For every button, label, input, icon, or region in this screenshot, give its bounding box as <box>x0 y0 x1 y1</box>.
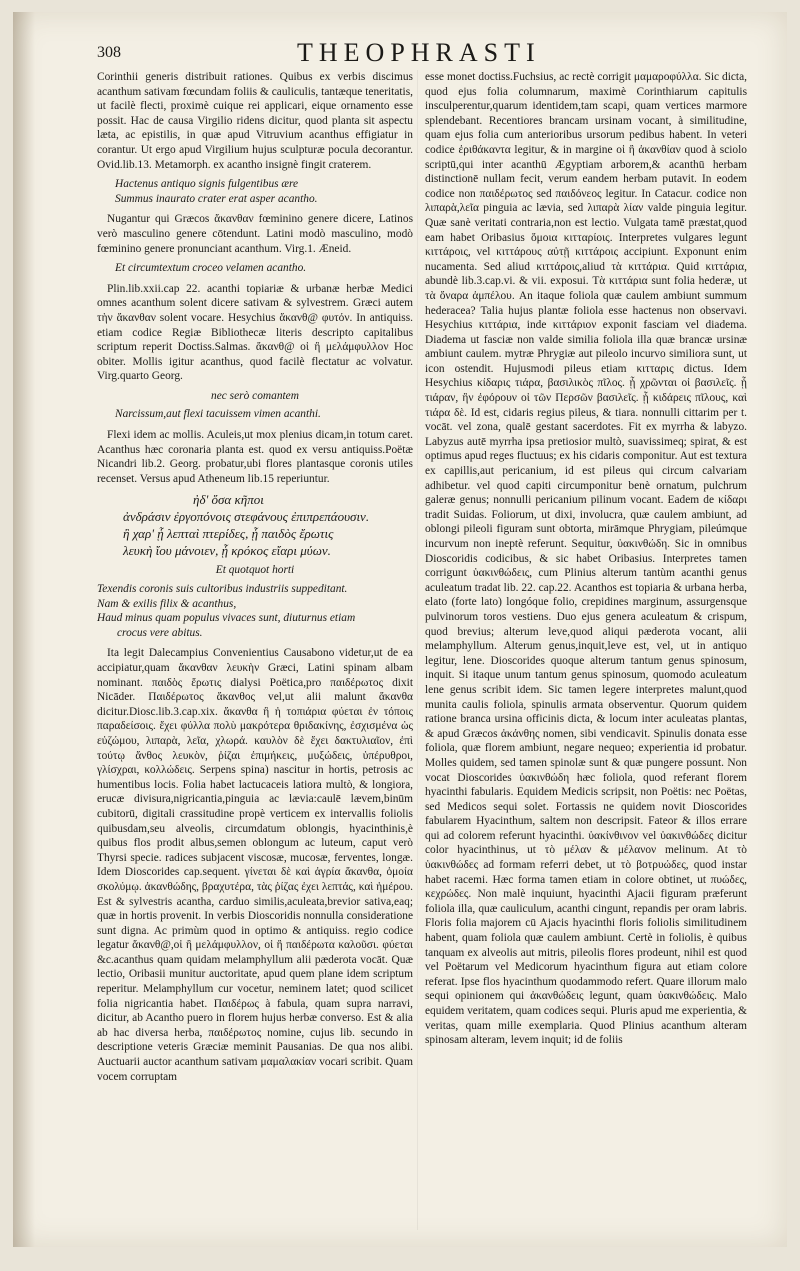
verse-line: crocus vere abitus. <box>117 626 203 639</box>
verse-line: Haud minus quam populus vivaces sunt, diuturnus etiam <box>97 612 356 625</box>
greek-verse-nicander <box>123 491 413 559</box>
greek-line: ἀνδράσιν ἐργοπόνοις στεφάνους ἐπιπρεπάουσιν. <box>123 509 370 525</box>
verse-line: Hactenus antiquo signis fulgentibus ære <box>115 178 299 191</box>
running-title: THEOPHRASTI <box>297 38 541 67</box>
column-gutter <box>417 70 418 1230</box>
book-page <box>13 12 787 1247</box>
right-paragraph-1: esse monet doctiss.Fuchsius, ac rectè corrigit μαμαροφύλλα. Sic dicta, quod ejus folia columnarum, maximè Corinthiarum capitulis insculperentur,quarum identidem,tam scapi, quam vertices marmore splendebant. Recentiores brancam ursinam vocant, à similitudine, quam ejus folia cum anterioribus ursorum pedibus habent. In veteri codice ἐριθάκαντα legitur, & in margine οἱ ἢ ἀκανθίαν quod à sciolo scriptū,qui inter acanthū Ægyptiam arborem,& acanthū herbam distinctionē nullam fecit, verum eandem herbam putavit. In eodem codice non παιδέρωτος sed παιδόνεος legitur. In Catacur. codice non λιπαρὰ,λεῖα pinguia ac lævia, sed λιπαρὰ λίαν valde pinguia legitur. Quæ sanè veritati contraria,non est lectio. Vulgata tamē præstat,quod eam habet Oribasius ὅμοια κιτταρίοις. Interpretes vulgares legunt κιττάροις, vel κιττάρους αὐτῇ κιττάροις accipiunt. Exponunt enim nucamenta. Sed aliud κιττάροις,aliud τὰ κιττάρια. Quid κιττάρια, abundè lib.3.cap.vi. & vii. exposui. Τὰ κιττάρια sunt folia hederæ, ut τὰ ὄναρα ἀμπέλου. An itaque foliola quæ caulem ambiunt summum hederacea? Talia hujus plantæ foliola esse hactenus non observavi. Hesychius κιττάρια, inde κιττάριον exponit fasciam vel diadema. Diadema ut fasciæ non valde similia foliola illa quæ brancæ ursinæ ambiunt caulem. mytræ Phrygiæ aut pileolo incurvo similiora sunt, ut icon ostendit. Hujusmodi pileus etiam κιτταρις dictus. Idem Hesychius κίδαρις τιάρα, βασιλικὸς πῖλος. ᾗ χρῶνται οἱ βασιλεῖς. ᾗ τιάραν, ἣν ἐφόρουν οἱ τῶν Περσῶν βασιλεῖς. ᾗ κιδάρεις πῖλους, καὶ τιάρα δὲ. Id est, cidaris regius pileus, & tiara. nonnulli cittarim per t. vocāt. vel zona, qualē gestant sacerdotes. Fit ex myrrha & labyzo. Labyzus autē myrrha ipsa pretiosior multò, suavissimeq; spirat, & est optimus apud reges fluctuus; ex his cidaris componitur. Aut est textura ex capillis,aut pericanium, id est pileus qui circum calvariam adhibetur. vel quod capiti circumponitur benè ornatum, pulchrum galeræ genus; nonnulli pericanium pilinum vocant. Eadem de κίδαρι tradit Suidas. Foliorum, ut dixi, involucra, quæ caulem ambiunt, ad oblongi pileoli figuram sunt obtorta, mirāmque Phrygiam, pileúmque incurvum non ineptè referunt. Sequitur, ὑακινθώδη. Sic in omnibus Dioscoridis codicibus, & sic habet Oribasius. Interpretes tamen corrigunt ὑακινθώδεις, cum Plinius alterum tantùm acanthi genus aculeatum tradat lib. 22. cap.22. Acanthos est topiaria & urbana herba, elato (forte lato) longóque folio, crepidines marginum, assurgensque pulvinorum toros vestiens. Duo ejus genera aculeatum & crispum, quod brevius; alterum leve,quod aliqui pæderota vocant, alii melamphyllum. Alterum genus,inquit,leve est, vel, ut in antiquo legitur, lene. Dioscorides quoque alterum tantum genus spinosum, inquit. Si itaque unum tantum genus spinosum, quomodo aculeatum lene genus scribit idem. Sic tamen legere interpretes malunt,quod munita caulis foliola, spinulis armata observentur. Quorum quidem ratione branca ursina officinis dicta, & locum inter aculeatas plantas, & apud Græcos ἀκάνθης nomen, sibi vendicavit. Spinulis donata esse foliola, quæ florem ambiunt, negare nequeo; experientia id probatur. Molles quidem, sed tamen spinolæ sunt & quæ pungere possunt. Non vocat Dioscorides ὑακινθώδη hæc foliola, quod referant florem hyacinthi fabularis. Equidem Medicis scripsit, non Poëtis: nec Poëtas, sed Medicos sequi solet. Fortassis ne quidem novit Dioscorides fabularem Hyacinthum, saltem non descripsit. Fateor & illos errare qui ad colorem referunt hyacinthi. ὑακίνθινον vel ὑακινθώδες dicitur color hyacinthinus, ut τὸ μέλαν & μέλανον melinum. At τὸ ὑακινθώδες ad formam referri debet, ut τὸ βοτρυώδες, quod instar habet racemi. Hæc forma tamen etiam in colore obtinet, ut πυώδες, κεχρώδες. Non malè inquiunt, hyacinthi Ajacii figuram præferunt foliola illa, quæ cauliculum, acanthi cingunt, repandis per oram labris. Floris folia majorem cū Ajacis hyacinthi floris foliolis similitudinem habent, quam foliola quæ caulem ambiunt. Certè in foliolis, è quibus tanquam ex alveolis aut mitris, pileolis flores prodeunt, nihil est quod vel Poëtarum vel Medicorum hyacinthum figura aut etiam colore referat. Ipse flos hyacinthum quodammodo refert. Quare illorum malo sequi opinionem qui ἀκανθώδεις legunt, quam ὑακινθώδεις. Malo equidem veritatem, quam codices sequi. Pluris apud me experientia, & veritas, quam mille exemplaria. Quod Plinius acanthum alteram spinosam alteram, levem inquit; id de foliis <box>425 71 748 1047</box>
verse-heading: Et quotquot horti <box>215 564 295 577</box>
left-paragraph-1: Corinthii generis distribuit rationes. Quibus ex verbis discimus acanthum sativam fœcundam foliis & cauliculis, tantæque teneritatis, ut facilè flecti, proximè cuique rei applicari, eique ornamento esse possit. Hac de causa Virgilio ridens dicitur, quod planta sit aspectu læta, ac epistilis, in quæ apud Vitruvium acanthus effigiatur in corantur. Ut ergo apud Virgilium hujus sculpturæ pocula decorantur. Ovid.lib.13. Metamorph. ex acantho insignè fingit craterem. <box>97 71 413 171</box>
verse-line: Et circumtextum croceo velamen acantho. <box>115 262 307 275</box>
verse-latin-translation <box>97 582 413 640</box>
verse-line: Narcissum,aut flexi tacuissem vimen acanthi. <box>115 408 321 421</box>
verse-ovid <box>115 177 413 206</box>
greek-line: ἢ χαρ' ᾗ λεπταὶ πτερίδες, ᾗ παιδὸς ἔρωτις <box>123 526 334 542</box>
page-spine-shadow <box>13 12 35 1247</box>
greek-line: λευκὴ ἴου μάνοιεν, ᾗ κρόκος εἴαρι μύων. <box>123 543 331 559</box>
right-column <box>425 70 747 1053</box>
left-paragraph-5: Ita legit Dalecampius Convenientius Causabono videtur,ut de ea accipiatur,quam ἄκανθαν λευκὴν Græci, Latini spinam albam nominant. παιδὸς ἔρωτις dialysi Poëtica,pro παιδέρωτος dixit Nicāder. Παιδέρωτος ἄκανθος vel,ut alii malunt ἄκανθα dicitur.Diosc.lib.3.cap.xix. ἄκανθα ἢ ἡ τοπιάρια φύεται ἐν τόποις παραδείσοις. ἔχει φύλλα πολὺ μακρότερα θριδακίνης, ἐσχισμένα ὡς εὐζώμου, λιπαρὰ, λεῖα, χλωρά. καυλὸν δὲ ἔχει δακτυλιαῖον, ἐπὶ τούτῳ ἄνθος λευκὸν, ῥίζαι ἐπιμήκεις, μυξώδεις, ὑπέρυθροι, γλίσχραι, κολλώδεις. Serpens spina) nascitur in hortis, petrosis ac humentibus locis. Folia habet lactucaceis latiora multò, & longiora, erucæ divisura,nigricantia,pinguia ac lævia:caulē lævem,binūm cubitorū, digitali crassitudine propè verticem ex intervallis foliolis quibusdam,seu alveolis, circumdatum oblongis, hyacinthinis,è quibus flos prodit albus,semen oblongum ac luteum, caput verò Thyrsi specie. radices subjacent viscosæ, mucosæ, ferventes, longæ. Idem Dioscorides cap.sequent. γίνεται δὲ καὶ ἀγρία ἄκανθα, ὁμοία σκολύμῳ. ἀκανθώδης, βραχυτέρα, τὰς ῥίζας ἐχει λεπτάς, καὶ ἡμέρου. Est & sylvestris acantha, carduo similis,aculeata,brevior sativa,eaq; quæ in hortis provenit. In verbis Dioscoridis nonnulla consideratione sunt digna. Ac primùm quod in optimo & antiquiss. regio codice legatur ἄκανθ@,οἱ ἢ μελάμφυλλον, οἱ ἢ παιδέρωτα καλοῦσι. φύεται &c.acanthus quam quidam melamphyllum alii pæderota vocāt. Quæ lectio, Oribasii munitur auctoritate, apud quem plane idem scriptum reperitur. Melamphyllum cur vocetur, neminem latet; quod scilicet folia nigricantia habet. Παιδέρως à fabula, quam supra narravi, dicitur, ab Acantho puero in florem hujus herbæ converso. Est & alia ab hac diversa herba, παιδέρωτος nomine, cujus lib. secundo in descriptione veteris Græciæ meminit Pausanias. De qua nos alibi. Auctuarii auctor acanthum sativam μαμαλακίαν vocari scribit. Quam vocem corruptam <box>97 647 413 1083</box>
verse-virgil-georgics <box>115 407 413 422</box>
greek-line: ἠδ' ὅσα κῆποι <box>193 492 264 508</box>
verse-line: Texendis coronis suis cultoribus industriis suppeditant. <box>97 583 348 596</box>
left-column <box>97 70 413 1089</box>
page-number: 308 <box>97 44 121 61</box>
running-header <box>97 38 747 68</box>
left-paragraph-3: Plin.lib.xxii.cap 22. acanthi topiariæ & urbanæ herbæ Medici omnes acanthum solent dicere sativam & sylvestrem. Græci autem τὴν ἄκανθαν solent vocare. Hesychius ἄκανθ@ φυτόν. In antiquiss. etiam codice Regiæ Bibliothecæ literis descripto capitalibus scriptum reperit Doctiss.Salmas. ἄκανθ@ οἱ ἢ μελάμφυλλον Hoc obiter. Mollis igitur acanthus, quod facilè flectatur ac volvatur. Virg.quarto Georg. <box>97 282 413 383</box>
left-paragraph-2: Nugantur qui Græcos ἄκανθαν fœminino genere dicere, Latinos verò masculino genere cōtendunt. Latini modò masculino, modò fœminino genere pronunciant acanthum. Virg.1. Æneid. <box>97 213 413 255</box>
verse-virgil-aeneid <box>115 261 413 276</box>
left-paragraph-4: Flexi idem ac mollis. Aculeis,ut mox plenius dicam,in totum caret. Acanthus hæc coronaria planta est. quod ex versu antiquiss.Poëtæ Nicandri lib.2. Georg. probatur,ubi flores plantasque coronis utiles recenset. Versus apud Atheneum lib.15 reperiuntur. <box>97 429 413 485</box>
verse-line: Summus inaurato crater erat asper acantho. <box>115 192 318 205</box>
verse-heading: nec serò comantem <box>211 389 299 402</box>
verse-line: Nam & exilis filix & acanthus, <box>97 597 237 610</box>
